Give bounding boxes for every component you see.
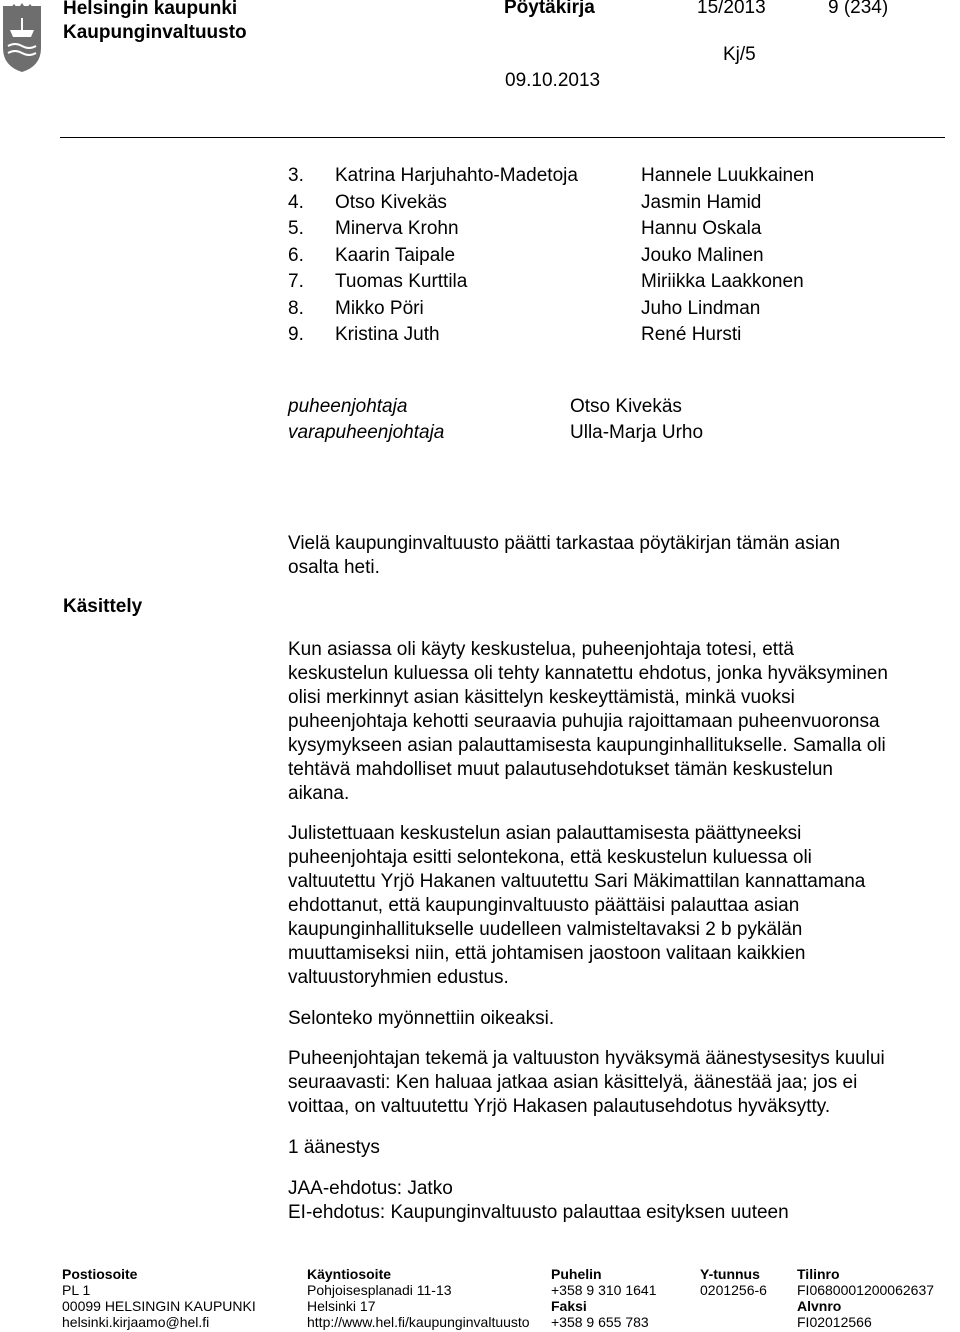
text-line: valtuutettu Yrjö Hakanen valtuutettu Sari Mäkimattilan kannattamana: [288, 871, 866, 892]
list-item: [288, 163, 848, 190]
text-line: Puheenjohtajan tekemä ja valtuuston hyväksymä äänestysesitys kuului: [288, 1048, 885, 1069]
section-heading: Käsittely: [63, 596, 143, 617]
list-item: [288, 190, 848, 217]
text-line: puheenjohtaja kehotti seuraavia puhujia rajoittamaan puheenvuoronsa: [288, 711, 880, 732]
footer-heading: Postiosoite: [62, 1266, 138, 1282]
deputy-name: René Hursti: [641, 324, 742, 345]
deputy-name: Juho Lindman: [641, 297, 761, 319]
vote-counter-list: [288, 163, 848, 349]
text-line: puheenjohtaja esitti selontekona, että keskustelun kuluessa oli: [288, 847, 812, 868]
footer-line: Pohjoisesplanadi 11-13: [307, 1282, 452, 1298]
footer-line: 0201256-6: [700, 1282, 767, 1298]
deputy-name: Jouko Malinen: [641, 244, 764, 266]
deputy-name: Hannu Oskala: [641, 218, 762, 239]
doc-type: Pöytäkirja: [504, 0, 595, 18]
footer-email: helsinki.kirjaamo@hel.fi: [62, 1314, 210, 1330]
footer-heading: Faksi: [551, 1298, 587, 1314]
text-line: muuttamiseksi niin, että johtamisen jaostoon valitaan kaikkien: [288, 943, 806, 964]
item-number: 4.: [288, 191, 304, 213]
text-line: ehdottanut, että kaupunginvaltuusto päättäisi palauttaa asian: [288, 895, 800, 916]
counter-name: Kaarin Taipale: [335, 244, 456, 266]
text-line: olisi merkinnyt asian käsittelyn keskeyttämistä, minkä vuoksi: [288, 687, 795, 708]
paragraph-vote-proposal: [288, 1047, 948, 1119]
chair-list: [288, 394, 788, 446]
text-line: Selonteko myönnettiin oikeaksi.: [288, 1008, 555, 1029]
deputy-name: Jasmin Hamid: [641, 191, 762, 213]
item-number: 7.: [288, 271, 304, 292]
footer-line: 00099 HELSINGIN KAUPUNKI: [62, 1298, 256, 1314]
item-number: 3.: [288, 165, 304, 186]
text-line: keskustelun kuluessa oli tehty kannatettu ehdotus, jonka hyväksyminen: [288, 663, 888, 684]
footer-heading: Tilinro: [797, 1266, 840, 1282]
footer-heading: Puhelin: [551, 1266, 602, 1282]
section-code: Kj/5: [723, 44, 756, 65]
list-item: [288, 420, 788, 446]
footer-account: [797, 1266, 934, 1330]
text-line: 1 äänestys: [288, 1137, 380, 1158]
text-line: Kun asiassa oli käyty keskustelua, puheenjohtaja totesi, että: [288, 639, 794, 660]
counter-name: Tuomas Kurttila: [335, 271, 468, 292]
list-item: [288, 322, 848, 349]
text-line: kaupunginhallitukselle uudelleen valmisteltavaksi 2 b pykälän: [288, 919, 803, 940]
role-label: varapuheenjohtaja: [288, 422, 445, 443]
footer-visit: [307, 1266, 530, 1330]
paragraph-inspection: [288, 532, 948, 580]
paragraph-discussion: [288, 638, 948, 806]
text-line: Vielä kaupunginvaltuusto päätti tarkastaa pöytäkirjan tämän asian: [288, 533, 841, 554]
text-line: kysymykseen asian palauttamisesta kaupunginhallitukselle. Samalla oli: [288, 735, 886, 756]
item-number: 8.: [288, 297, 304, 319]
paragraph-approval: [288, 1007, 948, 1031]
header-rule: [60, 137, 945, 138]
org-body: Kaupunginvaltuusto: [63, 22, 247, 43]
counter-name: Katrina Harjuhahto-Madetoja: [335, 165, 578, 186]
paragraph-proposal: [288, 822, 948, 990]
deputy-name: Hannele Luukkainen: [641, 165, 815, 186]
text-line: valtuustoryhmien edustus.: [288, 967, 509, 988]
vote-heading: [288, 1136, 948, 1160]
text-line: Julistettuaan keskustelun asian palauttamisesta päättyneeksi: [288, 823, 802, 844]
text-line: seuraavasti: Ken haluaa jatkaa asian käsittelyä, äänestää jaa; jos ei: [288, 1072, 858, 1093]
doc-number: 15/2013: [697, 0, 766, 18]
item-number: 9.: [288, 324, 304, 345]
list-item: [288, 296, 848, 323]
org-name: Helsingin kaupunki: [63, 0, 238, 19]
footer-heading: Alvnro: [797, 1298, 842, 1314]
footer-postal: [62, 1266, 256, 1330]
list-item: [288, 269, 848, 296]
list-item: [288, 216, 848, 243]
paragraph-vote-options: [288, 1177, 948, 1225]
item-number: 5.: [288, 218, 304, 239]
person-name: Otso Kivekäs: [570, 396, 682, 417]
counter-name: Minerva Krohn: [335, 218, 459, 239]
footer-phone: [551, 1266, 657, 1330]
text-line: osalta heti.: [288, 557, 380, 578]
footer-ytunnus: [700, 1266, 767, 1298]
role-label: puheenjohtaja: [288, 396, 408, 417]
text-line: voittaa, on valtuutettu Yrjö Hakasen palautusehdotus hyväksytty.: [288, 1096, 831, 1117]
meeting-date: 09.10.2013: [505, 70, 601, 91]
deputy-name: Miriikka Laakkonen: [641, 271, 804, 292]
footer-line: FI02012566: [797, 1314, 872, 1330]
text-line: EI-ehdotus: Kaupunginvaltuusto palauttaa esityksen uuteen: [288, 1202, 789, 1223]
counter-name: Kristina Juth: [335, 324, 440, 345]
footer-line: FI0680001200062637: [797, 1282, 935, 1298]
list-item: [288, 394, 788, 420]
text-line: aikana.: [288, 783, 350, 804]
footer-heading: Käyntiosoite: [307, 1266, 392, 1282]
page-number: 9 (234): [828, 0, 889, 18]
counter-name: Mikko Pöri: [335, 297, 424, 319]
footer-line: PL 1: [62, 1282, 91, 1298]
list-item: [288, 243, 848, 270]
helsinki-crest-logo: [0, 0, 44, 74]
footer-heading: Y-tunnus: [700, 1266, 760, 1282]
counter-name: Otso Kivekäs: [335, 191, 447, 213]
person-name: Ulla-Marja Urho: [570, 422, 704, 443]
footer-line: Helsinki 17: [307, 1298, 376, 1314]
footer-url: http://www.hel.fi/kaupunginvaltuusto: [307, 1314, 530, 1330]
text-line: JAA-ehdotus: Jatko: [288, 1178, 453, 1199]
text-line: tehtävä mahdolliset muut palautusehdotukset tämän keskustelun: [288, 759, 833, 780]
footer-line: +358 9 310 1641: [551, 1282, 657, 1298]
item-number: 6.: [288, 244, 304, 266]
footer-line: +358 9 655 783: [551, 1314, 649, 1330]
